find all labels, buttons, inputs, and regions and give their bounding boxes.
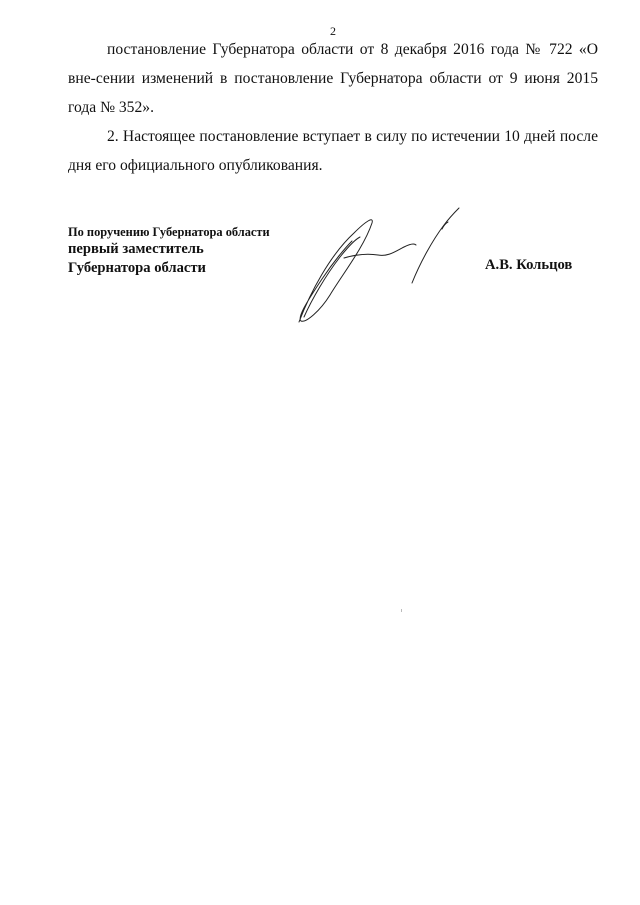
handwritten-signature xyxy=(292,205,467,330)
signature-stroke-loop xyxy=(299,220,372,322)
signature-stroke-inner xyxy=(304,237,360,317)
paragraph-1: постановление Губернатора области от 8 декабря 2016 года № 722 «О вне-сении изменений в постановление Губернатора области от 9 июня 2015 года № 352». xyxy=(68,41,598,116)
signature-stroke-slash xyxy=(412,208,459,283)
signature-title-block xyxy=(68,225,270,278)
signature-title-line-1: По поручению Губернатора области xyxy=(68,225,270,239)
signature-title-line-3: Губернатора области xyxy=(68,260,206,276)
signer-name: А.В. Кольцов xyxy=(485,257,573,273)
document-body xyxy=(68,35,598,180)
paragraph-2: 2. Настоящее постановление вступает в силу по истечении 10 дней после дня его официального опубликования. xyxy=(68,128,598,174)
signature-title-line-2: первый заместитель xyxy=(68,241,204,257)
page-number: 2 xyxy=(330,24,336,38)
signature-stroke-flourish xyxy=(344,244,416,258)
scan-artifact-mark xyxy=(401,609,402,612)
